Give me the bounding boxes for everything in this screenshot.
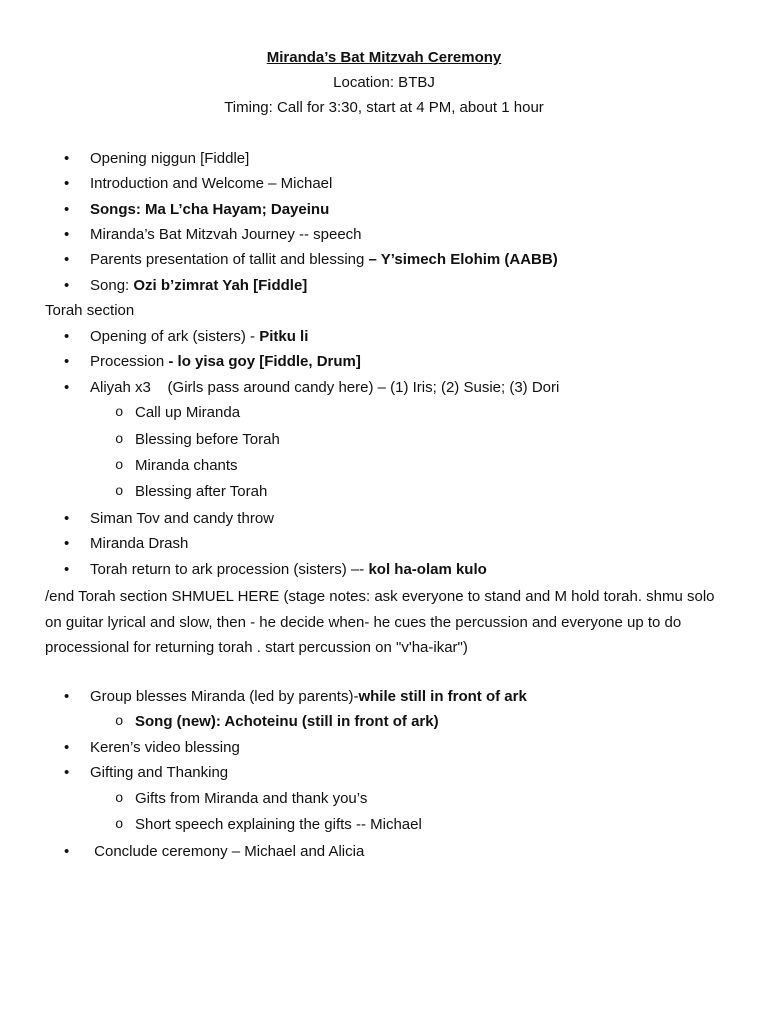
sub-bullet-marker: o [115, 714, 124, 730]
bullet-marker: • [64, 328, 70, 345]
bullet-marker: • [64, 226, 70, 243]
bullet-marker: • [64, 843, 70, 860]
bullet-marker: • [64, 277, 70, 294]
bullet-marker: • [64, 688, 70, 705]
sub-bullet-marker: o [115, 432, 124, 448]
list-item: Siman Tov and candy throw [90, 510, 274, 527]
sub-list-item: Gifts from Miranda and thank you’s [135, 790, 368, 807]
sub-list-item: Song (new): Achoteinu (still in front of ark) [135, 713, 439, 730]
bullet-marker: • [64, 764, 70, 781]
sub-bullet-marker: o [115, 817, 124, 833]
bullet-marker: • [64, 150, 70, 167]
bullet-marker: • [64, 739, 70, 756]
sub-list-item: Blessing before Torah [135, 431, 280, 448]
list-item: Conclude ceremony – Michael and Alicia [90, 843, 365, 860]
sub-list-item: Call up Miranda [135, 404, 241, 421]
list-item: Procession - lo yisa goy [Fiddle, Drum] [90, 353, 361, 370]
list-item: Opening of ark (sisters) - Pitku li [90, 328, 309, 345]
sub-bullet-marker: o [115, 458, 124, 474]
sub-bullet-marker: o [115, 791, 124, 807]
list-item: Keren’s video blessing [90, 739, 240, 756]
bullet-marker: • [64, 510, 70, 527]
bullet-marker: • [64, 251, 70, 268]
list-item: Introduction and Welcome – Michael [90, 175, 333, 192]
list-item: Torah return to ark procession (sisters) –- kol ha-olam kulo [90, 561, 487, 578]
list-item: Songs: Ma L’cha Hayam; Dayeinu [90, 201, 330, 218]
list-item: Miranda Drash [90, 535, 189, 552]
sub-bullet-marker: o [115, 484, 124, 500]
bullet-marker: • [64, 175, 70, 192]
list-item: Aliyah x3 (Girls pass around candy here) – (1) Iris; (2) Susie; (3) Dori [90, 379, 560, 396]
stage-notes-paragraph: /end Torah section SHMUEL HERE (stage notes: ask everyone to stand and M hold torah. shmu solo on guitar lyrical and slow, then - he decide when- he cues the percussion and everyone up to do processional for returning torah . start percussion on "v'ha-ikar") [45, 588, 715, 656]
sub-list-item: Blessing after Torah [135, 483, 268, 500]
list-item: Group blesses Miranda (led by parents)-while still in front of ark [90, 688, 527, 705]
torah-section-heading: Torah section [45, 302, 135, 319]
list-item: Parents presentation of tallit and blessing – Y’simech Elohim (AABB) [90, 251, 558, 268]
list-item: Song: Ozi b’zimrat Yah [Fiddle] [90, 277, 308, 294]
list-item: Miranda’s Bat Mitzvah Journey -- speech [90, 226, 362, 243]
bullet-marker: • [64, 379, 70, 396]
sub-bullet-marker: o [115, 405, 124, 421]
bullet-marker: • [64, 535, 70, 552]
list-item: Opening niggun [Fiddle] [90, 150, 250, 167]
sub-list-item: Short speech explaining the gifts -- Michael [135, 816, 422, 833]
list-item: Gifting and Thanking [90, 764, 229, 781]
location-line: Location: BTBJ [333, 74, 435, 91]
timing-line: Timing: Call for 3:30, start at 4 PM, about 1 hour [224, 99, 544, 116]
document-title: Miranda’s Bat Mitzvah Ceremony [266, 49, 502, 66]
bullet-marker: • [64, 353, 70, 370]
sub-list-item: Miranda chants [135, 457, 238, 474]
bullet-marker: • [64, 561, 70, 578]
bullet-marker: • [64, 201, 70, 218]
